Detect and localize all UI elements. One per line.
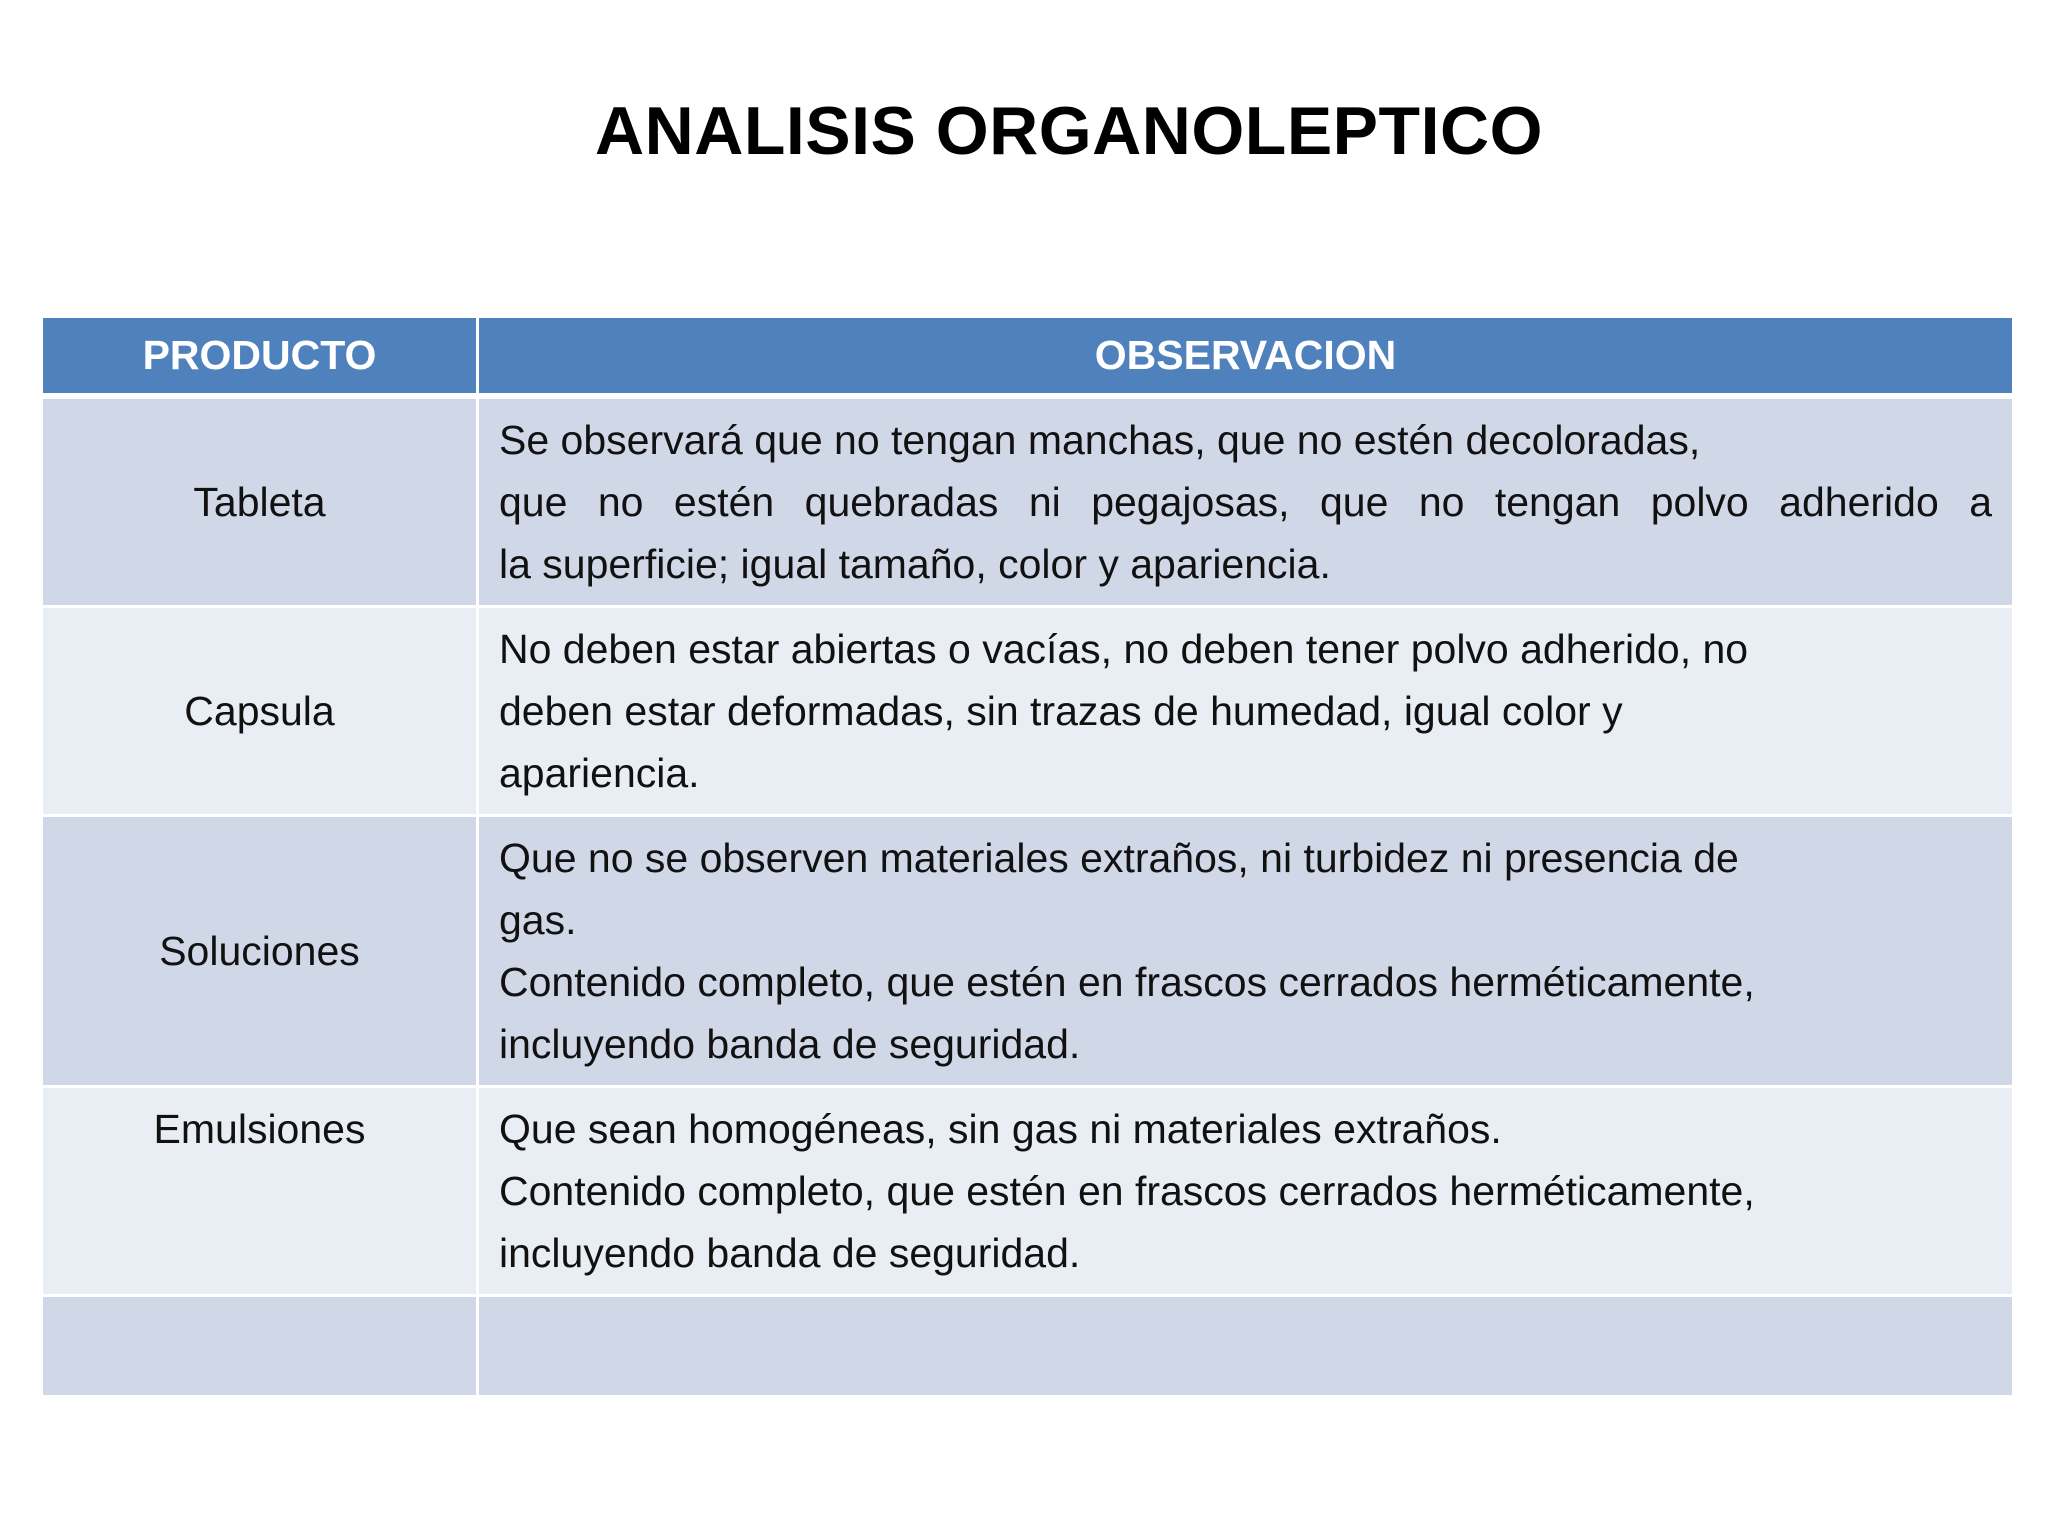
observation-cell xyxy=(478,396,2014,607)
product-cell: Capsula xyxy=(42,607,478,816)
observation-line: apariencia. xyxy=(499,750,700,796)
table-row-empty xyxy=(42,1296,2014,1397)
observation-line: la superficie; igual tamaño, color y apariencia. xyxy=(499,541,1331,587)
product-cell: Soluciones xyxy=(42,816,478,1087)
observation-line: No deben estar abiertas o vacías, no deben tener polvo adherido, no xyxy=(499,626,1749,672)
observation-table xyxy=(40,315,2015,1398)
product-cell xyxy=(42,1296,478,1397)
table-row xyxy=(42,816,2014,1087)
observation-line: incluyendo banda de seguridad. xyxy=(499,1021,1081,1067)
header-producto: PRODUCTO xyxy=(42,317,478,397)
observation-cell xyxy=(478,1296,2014,1397)
observation-line: Que no se observen materiales extraños, ni turbidez ni presencia de xyxy=(499,835,1739,881)
observation-cell xyxy=(478,816,2014,1087)
observation-cell xyxy=(478,1087,2014,1296)
observation-line: Contenido completo, que estén en frascos cerrados herméticamente, xyxy=(499,959,1755,1005)
observation-line: Se observará que no tengan manchas, que no estén decoloradas, xyxy=(499,417,1701,463)
table-row xyxy=(42,1087,2014,1296)
observation-line: incluyendo banda de seguridad. xyxy=(499,1230,1081,1276)
table-row xyxy=(42,396,2014,607)
observation-cell xyxy=(478,607,2014,816)
observation-line: que no estén quebradas ni pegajosas, que no tengan polvo adherido a xyxy=(499,479,1992,525)
table-row xyxy=(42,607,2014,816)
product-cell: Tableta xyxy=(42,396,478,607)
observation-line: deben estar deformadas, sin trazas de humedad, igual color y xyxy=(499,688,1623,734)
slide-title: ANALISIS ORGANOLEPTICO xyxy=(595,93,1543,169)
observation-line: Que sean homogéneas, sin gas ni materiales extraños. xyxy=(499,1106,1502,1152)
observation-line: Contenido completo, que estén en frascos cerrados herméticamente, xyxy=(499,1168,1755,1214)
observation-line: gas. xyxy=(499,897,577,943)
product-cell: Emulsiones xyxy=(42,1087,478,1296)
header-observacion: OBSERVACION xyxy=(478,317,2014,397)
observation-table-container xyxy=(40,315,2012,1398)
table-header-row xyxy=(42,317,2014,397)
